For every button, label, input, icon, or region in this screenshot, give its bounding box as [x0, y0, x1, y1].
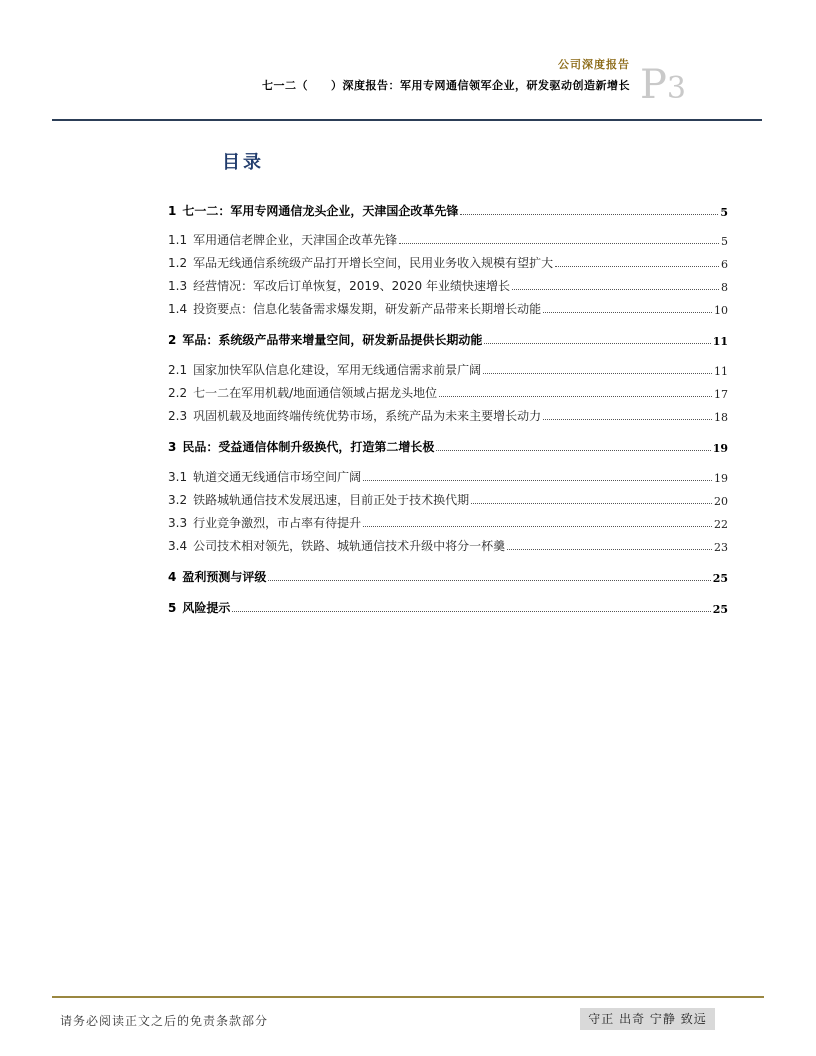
toc-entry-number: 1.3 [168, 279, 188, 293]
toc-entry[interactable] [168, 253, 728, 271]
page-number-mark [640, 60, 686, 114]
toc-entry[interactable] [168, 598, 728, 616]
header-divider [52, 119, 762, 121]
toc-entry[interactable] [168, 513, 728, 531]
toc-entry-page: 19 [714, 472, 728, 485]
toc-dot-leader [512, 289, 719, 290]
toc-entry-page: 18 [714, 411, 728, 424]
toc-entry-text: 军品：系统级产品带来增量空间，研发新品提供长期动能 [182, 333, 483, 347]
toc-entry-number: 1.2 [168, 256, 188, 270]
toc-entry-text: 盈利预测与评级 [182, 570, 267, 584]
toc-entry-page: 10 [714, 304, 728, 317]
toc-dot-leader [268, 580, 710, 581]
footer-divider [52, 996, 764, 998]
toc-dot-leader [555, 266, 719, 267]
toc-entry-number: 2.3 [168, 409, 188, 423]
toc-dot-leader [543, 312, 712, 313]
toc-entry-text: 经营情况：军改后订单恢复，2019、2020 年业绩快速增长 [193, 279, 510, 293]
toc-entry-page: 25 [712, 603, 728, 616]
toc-heading: 目录 [222, 152, 264, 173]
toc-entry-page: 23 [714, 541, 728, 554]
toc-entry[interactable] [168, 201, 728, 219]
toc-entry-page: 5 [721, 235, 728, 248]
toc-entry[interactable] [168, 406, 728, 424]
toc-entry-text: 行业竞争激烈，市占率有待提升 [193, 516, 362, 530]
toc-entry[interactable] [168, 276, 728, 294]
toc-dot-leader [543, 419, 712, 420]
toc-entry-text: 公司技术相对领先，铁路、城轨通信技术升级中将分一杯羹 [193, 539, 506, 553]
toc-entry-number: 3.2 [168, 493, 188, 507]
toc-entry-text: 军品无线通信系统级产品打开增长空间，民用业务收入规模有望扩大 [193, 256, 554, 270]
toc-dot-leader [232, 611, 710, 612]
toc-dot-leader [363, 526, 712, 527]
toc-entry-text: 七一二：军用专网通信龙头企业，天津国企改革先锋 [182, 204, 459, 218]
toc-entry-text: 风险提示 [182, 601, 231, 615]
toc-dot-leader [436, 450, 710, 451]
toc-entry-page: 6 [721, 258, 728, 271]
toc-entry-number: 1 [168, 204, 177, 218]
toc-entry[interactable] [168, 490, 728, 508]
toc-entry-page: 11 [714, 365, 728, 378]
toc-entry-text: 军用通信老牌企业，天津国企改革先锋 [193, 233, 398, 247]
toc-entry-page: 8 [721, 281, 728, 294]
footer-slogan: 守正 出奇 宁静 致远 [580, 1008, 715, 1030]
toc-entry[interactable] [168, 567, 728, 585]
toc-entry-page: 25 [712, 572, 728, 585]
toc-dot-leader [399, 243, 719, 244]
toc-entry-number: 1.4 [168, 302, 188, 316]
toc-entry-text: 巩固机载及地面终端传统优势市场，系统产品为未来主要增长动力 [193, 409, 542, 423]
toc-entry[interactable] [168, 437, 728, 455]
toc-entry-text: 国家加快军队信息化建设，军用无线通信需求前景广阔 [193, 363, 482, 377]
toc-entry-number: 3.1 [168, 470, 188, 484]
toc-entry[interactable] [168, 360, 728, 378]
footer-disclaimer: 请务必阅读正文之后的免责条款部分 [60, 1014, 269, 1028]
toc-entry-number: 3.4 [168, 539, 188, 553]
toc-entry[interactable] [168, 230, 728, 248]
toc-dot-leader [439, 396, 712, 397]
toc-dot-leader [460, 214, 718, 215]
report-type-label: 公司深度报告 [558, 58, 630, 71]
toc-entry-number: 3 [168, 440, 177, 454]
toc-entry-page: 19 [712, 442, 728, 455]
toc-entry[interactable] [168, 330, 728, 348]
toc-entry-text: 七一二在军用机载/地面通信领域占据龙头地位 [193, 386, 438, 400]
toc-entry-number: 1.1 [168, 233, 188, 247]
toc-entry-number: 2.1 [168, 363, 188, 377]
toc-entry-page: 17 [714, 388, 728, 401]
toc-entry-text: 铁路城轨通信技术发展迅速，目前正处于技术换代期 [193, 493, 470, 507]
page-letter: P [640, 62, 667, 108]
toc-entry-page: 11 [712, 335, 728, 348]
toc-entry-page: 20 [714, 495, 728, 508]
report-title: 七一二（ ）深度报告：军用专网通信领军企业，研发驱动创造新增长 [262, 79, 630, 92]
toc-entry-number: 2.2 [168, 386, 188, 400]
toc-dot-leader [363, 480, 712, 481]
toc-dot-leader [483, 373, 712, 374]
toc-dot-leader [484, 343, 710, 344]
toc-entry-number: 2 [168, 333, 177, 347]
toc-entry-text: 民品：受益通信体制升级换代，打造第二增长极 [182, 440, 435, 454]
toc-entry-text: 投资要点：信息化装备需求爆发期，研发新产品带来长期增长动能 [193, 302, 542, 316]
toc-entry-page: 5 [720, 206, 728, 219]
toc-entry-number: 3.3 [168, 516, 188, 530]
toc-dot-leader [507, 549, 712, 550]
toc-entry[interactable] [168, 299, 728, 317]
toc-entry-page: 22 [714, 518, 728, 531]
toc-dot-leader [471, 503, 712, 504]
toc-entry-number: 4 [168, 570, 177, 584]
toc-entry-text: 轨道交通无线通信市场空间广阔 [193, 470, 362, 484]
toc-entry[interactable] [168, 383, 728, 401]
toc-entry[interactable] [168, 536, 728, 554]
page-number: 3 [666, 71, 687, 106]
toc-entry[interactable] [168, 467, 728, 485]
toc-entry-number: 5 [168, 601, 177, 615]
